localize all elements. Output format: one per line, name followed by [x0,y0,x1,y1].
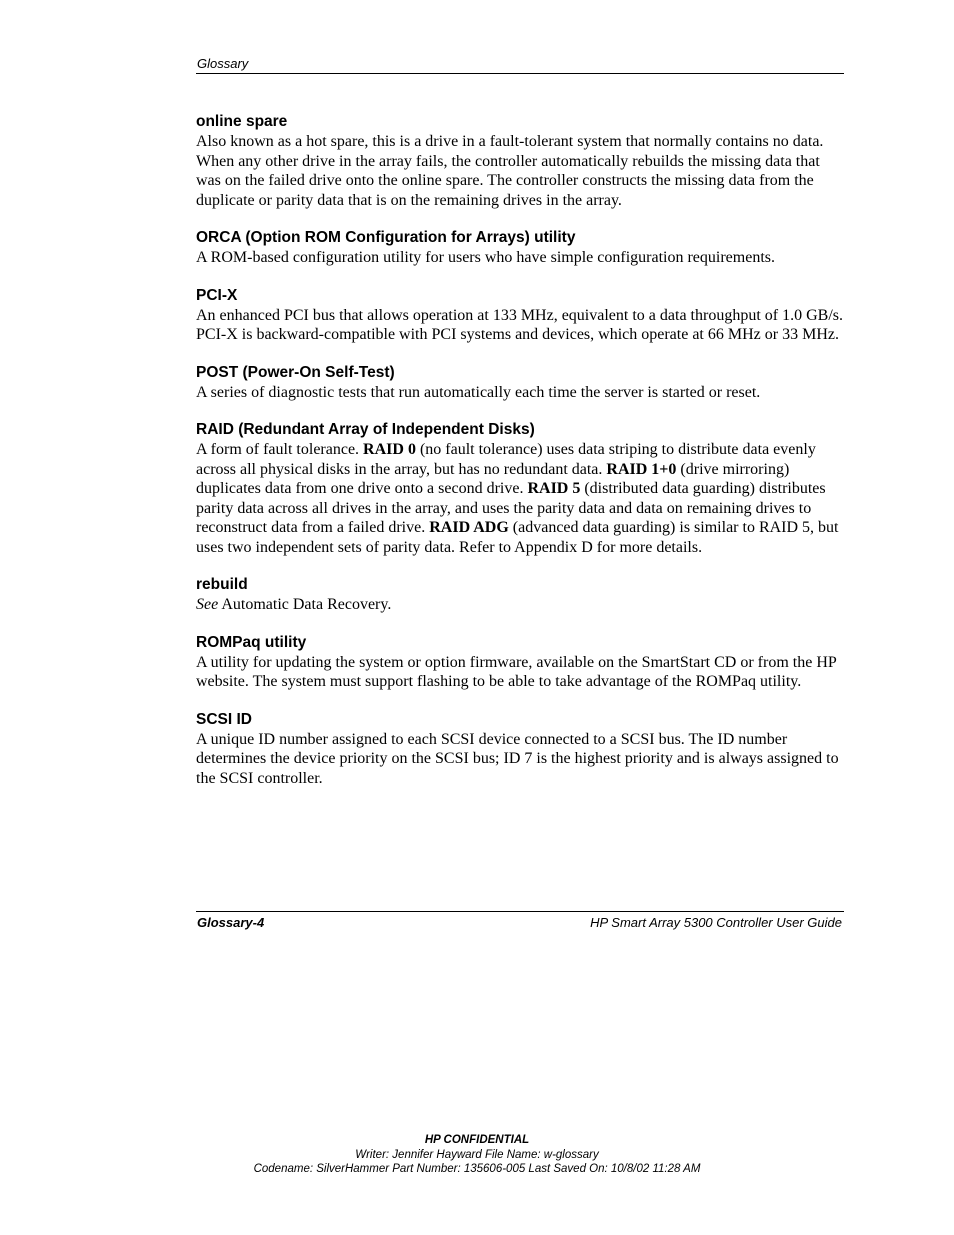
definition-text: Also known as a hot spare, this is a drive in a fault-tolerant system that normally contains no data. When any other drive in the array fails, the controller automatically rebuilds the missing data that was on the failed drive onto the online spare. The controller constructs the missing data from the duplicate or parity data that is on the remaining drives in the array. [196,133,824,209]
glossary-term: ROMPaq utility [196,633,307,651]
glossary-definition [196,730,844,789]
glossary-term: rebuild [196,576,248,593]
definition-text: A utility for updating the system or option firmware, available on the SmartStart CD or from the HP website. The system must support flashing to be able to take advantage of the ROMPaq utility. [196,653,837,690]
page-number: Glossary-4 [197,915,265,930]
glossary-definition [196,595,844,615]
confidential-title: HP CONFIDENTIAL [424,1134,530,1146]
glossary-definition [196,383,844,403]
guide-title: HP Smart Array 5300 Controller User Guide [590,915,842,930]
definition-text: (distributed data guarding) distributes parity data across all drives in the array, and uses the parity data and data on remaining drives to reconstruct data from a failed drive. [196,480,826,536]
definition-emphasis: RAID 0 [363,441,416,458]
glossary-definition [196,132,844,210]
definition-text: A form of fault tolerance. [196,441,364,458]
glossary-entry [196,710,844,789]
glossary-entry [196,112,844,210]
definition-text: An enhanced PCI bus that allows operation at 133 MHz, equivalent to a data throughput of 1.0 GB/s. PCI-X is backward-compatible with PCI systems and devices, which operate at 66 MHz or 33 MHz. [196,306,843,343]
glossary-entry [196,633,844,692]
definition-emphasis: RAID 5 [527,480,581,497]
definition-emphasis: RAID ADG [429,519,509,536]
footer-divider [196,911,844,912]
definition-text: A ROM-based configuration utility for users who have simple configuration requirements. [196,249,775,266]
glossary-term: RAID (Redundant Array of Independent Disks) [196,421,535,438]
glossary-definition [196,653,844,692]
definition-emphasis: RAID 1+0 [606,460,677,478]
definition-emphasis: See [196,596,219,613]
glossary-list [196,112,844,806]
glossary-entry [196,363,844,403]
glossary-definition [196,306,844,345]
definition-text: Automatic Data Recovery. [218,596,392,613]
glossary-entry [196,228,844,268]
definition-text: (drive mirroring) duplicates data from one drive onto a second drive. [196,460,790,497]
header-divider [196,73,844,74]
definition-text: A unique ID number assigned to each SCSI device connected to a SCSI bus. The ID number determines the device priority on the SCSI bus; ID 7 is the highest priority and is always assigned to the SCSI controller. [196,730,839,787]
confidential-block [0,1133,954,1177]
confidential-codename-line: Codename: SilverHammer Part Number: 135606-005 Last Saved On: 10/8/02 11:28 AM [253,1163,701,1175]
definition-text: (advanced data guarding) is similar to RAID 5, but uses two independent sets of parity data. Refer to Appendix D for more details. [196,519,839,556]
glossary-term: ORCA (Option ROM Configuration for Arrays) utility [196,229,576,246]
glossary-entry [196,575,844,615]
definition-text: A series of diagnostic tests that run automatically each time the server is started or reset. [196,383,761,401]
glossary-definition [196,440,844,557]
glossary-term: PCI-X [196,286,238,304]
glossary-term: SCSI ID [196,710,252,728]
definition-text: (no fault tolerance) uses data striping to distribute data evenly across all physical disks in the array, but has no redundant data. [196,441,816,478]
running-header: Glossary [197,56,249,71]
glossary-entry [196,420,844,557]
glossary-term: POST (Power-On Self-Test) [196,363,395,381]
glossary-term: online spare [196,113,288,130]
glossary-entry [196,286,844,345]
glossary-definition [196,248,844,268]
confidential-writer-line: Writer: Jennifer Hayward File Name: w-glossary [355,1148,599,1161]
